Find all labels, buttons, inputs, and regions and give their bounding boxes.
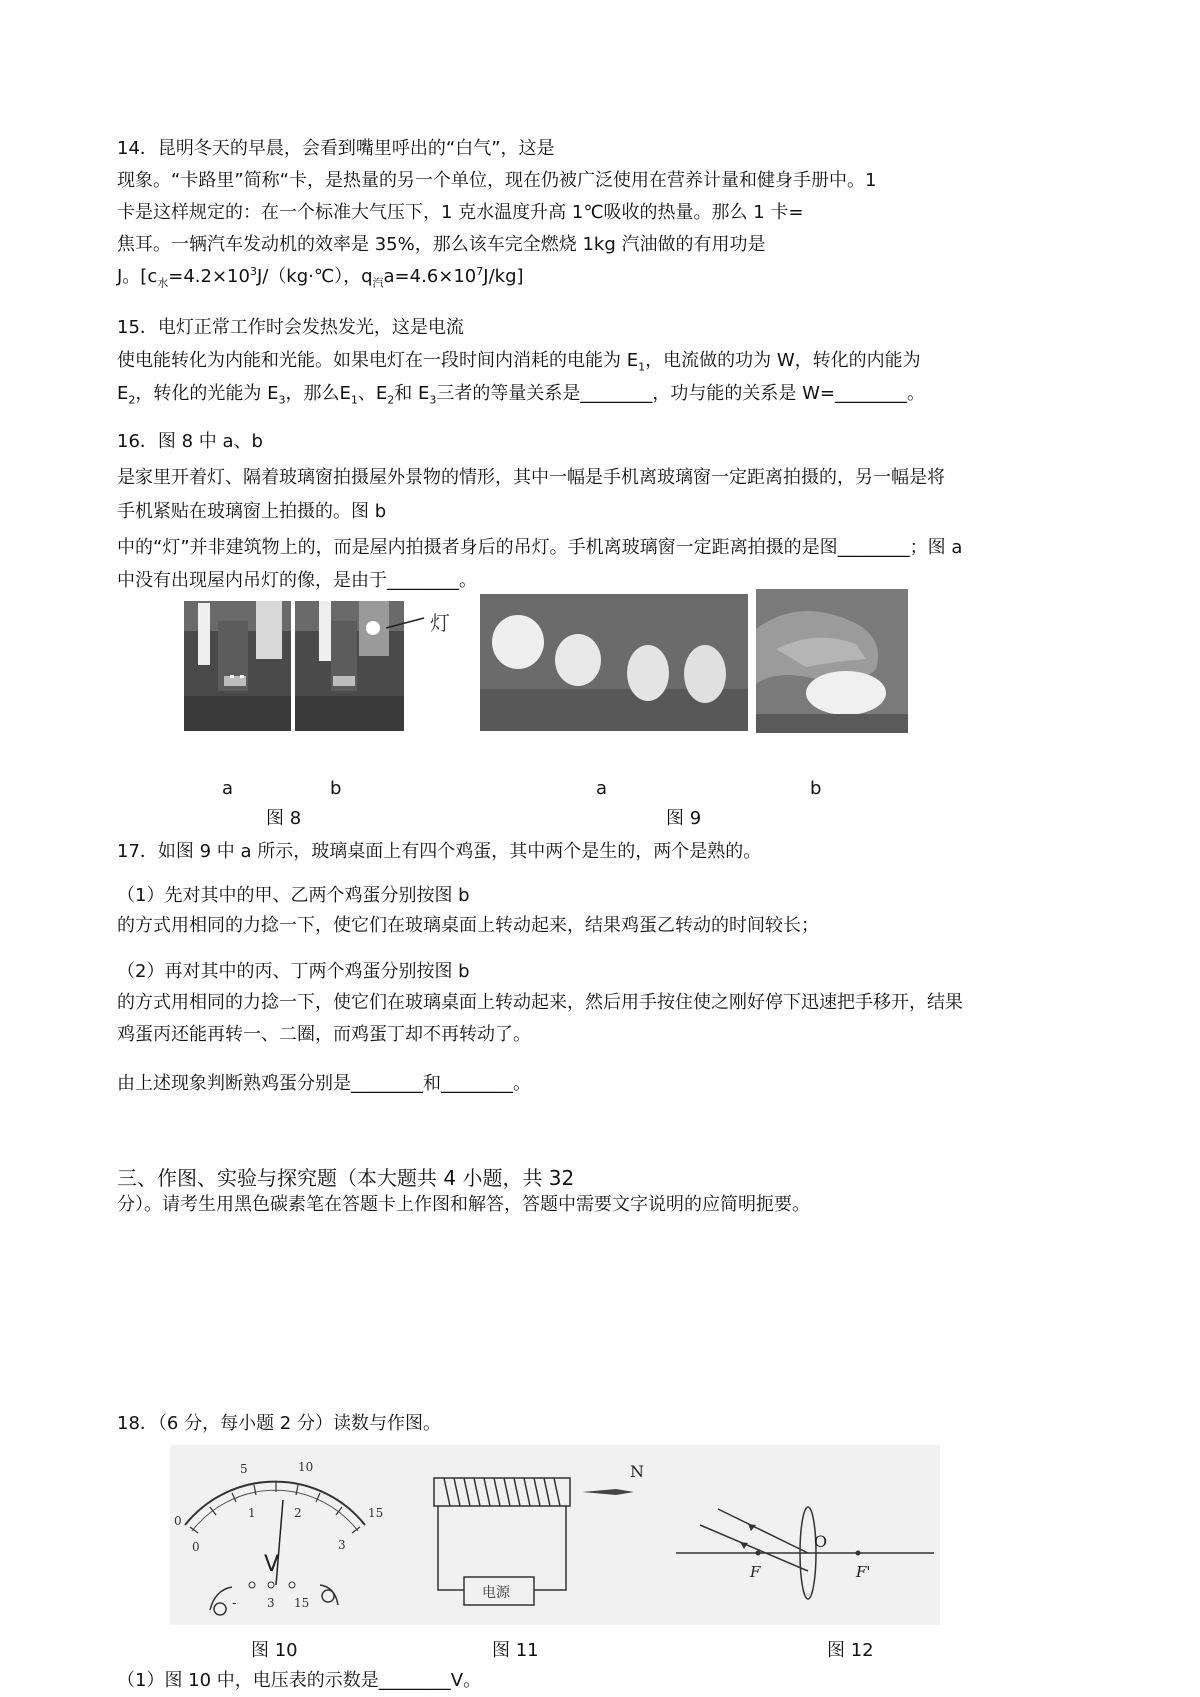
fig12-lens-diagram bbox=[660, 1445, 940, 1625]
q17-line-3: 的方式用相同的力捻一下，使它们在玻璃桌面上转动起来，结果鸡蛋乙转动的时间较长； bbox=[117, 915, 819, 936]
fig12-f2-label: F' bbox=[856, 1563, 871, 1581]
q14-text: =4.2×10 bbox=[168, 266, 250, 287]
q18-sub1: （1）图 10 中，电压表的示数是________V。 bbox=[117, 1670, 482, 1691]
q16-line-1: 16．图 8 中 a、b bbox=[117, 431, 263, 452]
q17-line-6: 鸡蛋丙还能再转一、二圈，而鸡蛋丁却不再转动了。 bbox=[117, 1024, 531, 1045]
q14-text: a=4.6×10 bbox=[383, 266, 477, 287]
q14-text: J。[c bbox=[117, 266, 158, 287]
q14-line-3: 卡是这样规定的：在一个标准大气压下，1 克水温度升高 1℃吸收的热量。那么 1 卡= bbox=[117, 202, 804, 223]
q14-line-5 bbox=[117, 265, 524, 289]
fig8-photo-a bbox=[184, 601, 291, 731]
scale-top-15: 15 bbox=[368, 1506, 384, 1520]
q15-line-2 bbox=[117, 349, 921, 373]
section3-heading-line-1: 三、作图、实验与探究题（本大题共 4 小题，共 32 bbox=[117, 1166, 575, 1190]
q14-line-4: 焦耳。一辆汽车发动机的效率是 35%，那么该车完全燃烧 1kg 汽油做的有用功是 bbox=[117, 234, 766, 255]
fig8-caption: 图 8 bbox=[266, 808, 302, 829]
scale-top-0: 0 bbox=[174, 1514, 182, 1528]
fig10-caption: 图 10 bbox=[251, 1640, 298, 1661]
subscript: 3 bbox=[278, 393, 286, 407]
q15-text: 和 E bbox=[394, 383, 430, 404]
fig12-f-label: F bbox=[750, 1563, 761, 1581]
q16-line-3: 手机紧贴在玻璃窗上拍摄的。图 b bbox=[117, 501, 387, 522]
section3-heading-line-2: 分）。请考生用黑色碳素笔在答题卡上作图和解答，答题中需要文字说明的应简明扼要。 bbox=[117, 1194, 810, 1215]
fig11-solenoid-diagram bbox=[420, 1445, 660, 1625]
scale-bottom-2: 2 bbox=[294, 1506, 302, 1520]
q15-text: 使电能转化为内能和光能。如果电灯在一段时间内消耗的电能为 E bbox=[117, 350, 639, 371]
fig12-o-label: O bbox=[814, 1532, 828, 1551]
terminal-3: 3 bbox=[267, 1596, 275, 1610]
fig9-label-a: a bbox=[596, 778, 608, 799]
q16-line-5: 中没有出现屋内吊灯的像，是由于________。 bbox=[117, 570, 477, 591]
superscript: 7 bbox=[476, 265, 484, 278]
fig12-caption: 图 12 bbox=[827, 1640, 874, 1661]
scale-top-5: 5 bbox=[240, 1462, 248, 1476]
q15-text: E bbox=[117, 383, 129, 404]
q17-line-7: 由上述现象判断熟鸡蛋分别是________和________。 bbox=[117, 1073, 531, 1094]
subscript: 水 bbox=[157, 276, 169, 290]
q15-text: 、E bbox=[357, 383, 388, 404]
fig9-photo-b bbox=[756, 589, 908, 733]
q15-line-1: 15．电灯正常工作时会发热发光，这是电流 bbox=[117, 317, 464, 338]
q14-text: J/（kg·℃），q bbox=[256, 266, 373, 287]
q14-line-2: 现象。“卡路里”简称“卡，是热量的另一个单位，现在仍被广泛使用在营养计量和健身手册中。1 bbox=[117, 170, 877, 191]
fig10-voltmeter-diagram bbox=[170, 1445, 420, 1625]
subscript: 2 bbox=[387, 393, 395, 407]
subscript: 1 bbox=[638, 360, 646, 374]
q17-line-1: 17．如图 9 中 a 所示，玻璃桌面上有四个鸡蛋，其中两个是生的，两个是熟的。 bbox=[117, 841, 762, 862]
q18-title: 18．（6 分，每小题 2 分）读数与作图。 bbox=[117, 1413, 441, 1434]
subscript: 1 bbox=[350, 393, 358, 407]
q15-text: 三者的等量关系是________，功与能的关系是 W=________。 bbox=[436, 383, 925, 404]
lamp-pointer-arrow bbox=[384, 614, 430, 634]
fig11-caption: 图 11 bbox=[492, 1640, 539, 1661]
q15-text: ，转化的光能为 E bbox=[135, 383, 279, 404]
q15-line-3 bbox=[117, 382, 925, 406]
subscript: 3 bbox=[429, 393, 437, 407]
scale-bottom-0: 0 bbox=[192, 1540, 200, 1554]
q15-text: ，电流做的功为 W，转化的内能为 bbox=[645, 350, 921, 371]
fig9-photo-a bbox=[480, 594, 748, 731]
fig11-pole-label: N bbox=[630, 1462, 644, 1481]
q16-line-2: 是家里开着灯、隔着玻璃窗拍摄屋外景物的情形，其中一幅是手机离玻璃窗一定距离拍摄的，另一幅是将 bbox=[117, 467, 945, 488]
fig8-label-b: b bbox=[330, 778, 342, 799]
fig8-lamp-label: 灯 bbox=[430, 611, 450, 635]
q14-line-1: 14．昆明冬天的早晨，会看到嘴里呼出的“白气”，这是 bbox=[117, 138, 555, 159]
subscript: 汽 bbox=[372, 276, 384, 290]
scale-bottom-1: 1 bbox=[248, 1506, 256, 1520]
q14-text: J/kg] bbox=[483, 266, 524, 287]
terminal-15: 15 bbox=[294, 1596, 310, 1610]
q16-line-4: 中的“灯”并非建筑物上的，而是屋内拍摄者身后的吊灯。手机离玻璃窗一定距离拍摄的是图________；图 a bbox=[117, 537, 963, 558]
superscript: 3 bbox=[249, 265, 257, 278]
subscript: 2 bbox=[128, 393, 136, 407]
fig11-source-label: 电源 bbox=[482, 1585, 510, 1601]
q17-line-2: （1）先对其中的甲、乙两个鸡蛋分别按图 b bbox=[117, 885, 470, 906]
scale-bottom-3: 3 bbox=[338, 1538, 346, 1552]
terminal-minus: - bbox=[232, 1596, 237, 1611]
q17-line-4: （2）再对其中的丙、丁两个鸡蛋分别按图 b bbox=[117, 961, 470, 982]
voltmeter-symbol: V bbox=[264, 1552, 280, 1577]
fig9-caption: 图 9 bbox=[666, 808, 702, 829]
fig8-label-a: a bbox=[222, 778, 234, 799]
fig9-label-b: b bbox=[810, 778, 822, 799]
q17-line-5: 的方式用相同的力捻一下，使它们在玻璃桌面上转动起来，然后用手按住使之刚好停下迅速把手移开，结果 bbox=[117, 992, 963, 1013]
q15-text: ，那么E bbox=[285, 383, 351, 404]
scale-top-10: 10 bbox=[298, 1460, 314, 1474]
